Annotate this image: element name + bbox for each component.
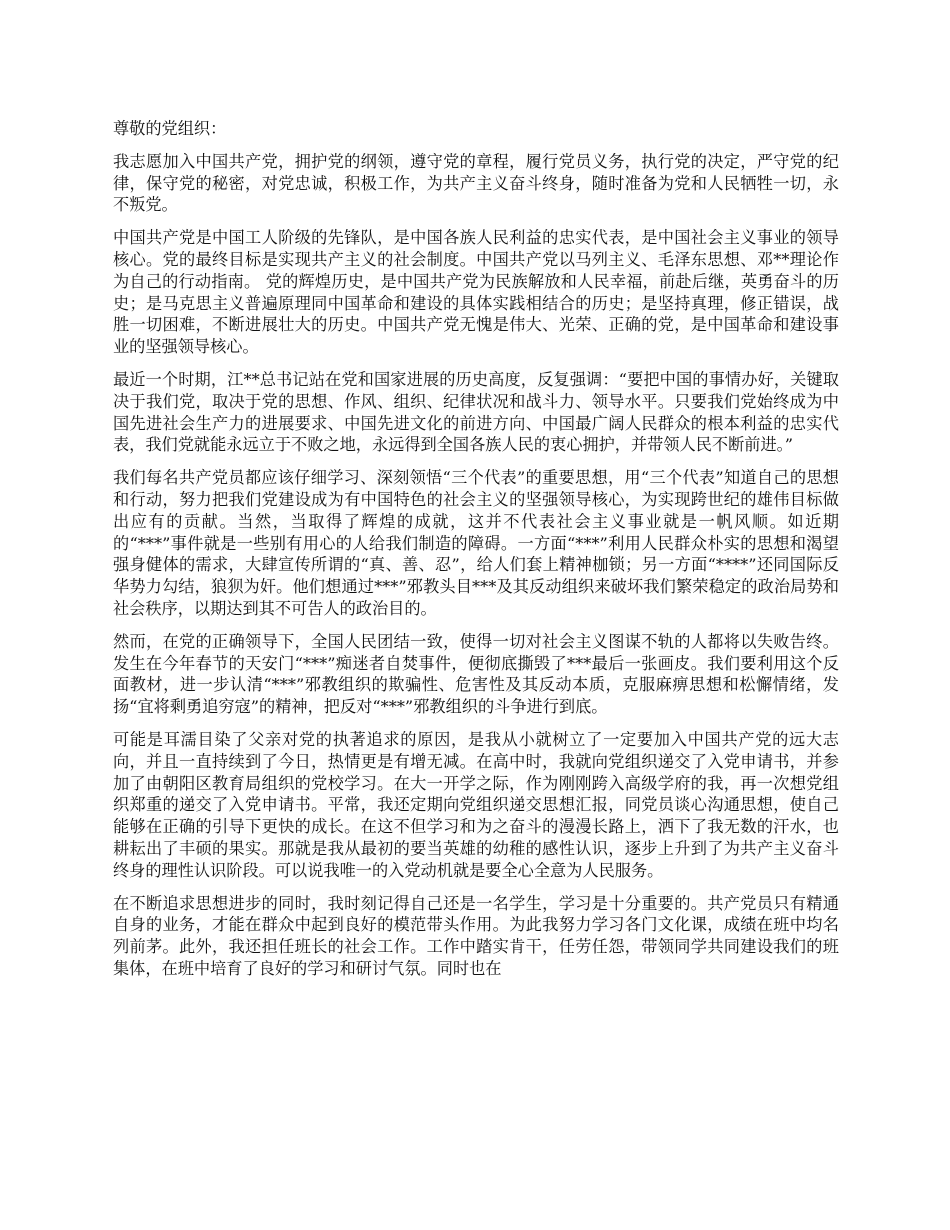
paragraph-oath: 我志愿加入中国共产党，拥护党的纲领，遵守党的章程，履行党员义务，执行党的决定，严守党的纪律，保守党的秘密，对党忠诚，积极工作，为共产主义奋斗终身，随时准备为党和人民牺牲一切，永不叛党。: [113, 151, 839, 215]
salutation: 尊敬的党组织：: [113, 119, 227, 138]
paragraph-party-nature: 中国共产党是中国工人阶级的先锋队，是中国各族人民利益的忠实代表，是中国社会主义事业的领导核心。党的最终目标是实现共产主义的社会制度。中国共产党以马列主义、毛泽东思想、邓**理论作为自己的行动指南。 党的辉煌历史，是中国共产党为民族解放和人民幸福，前赴后继，英勇奋斗的历史；是马克思主义普遍原理同中国革命和建设的具体实践相结合的历史；是坚持真理，修正错误，战胜一切困难，不断进展壮大的历史。中国共产党无愧是伟大、光荣、正确的党，是中国革命和建设事业的坚强领导核心。: [113, 228, 839, 357]
paragraph-leadership-quote: 最近一个时期，江**总书记站在党和国家进展的历史高度，反复强调：“要把中国的事情办好，关键取决于我们党，取决于党的思想、作风、组织、纪律状况和战斗力、领导水平。只要我们党始终成为中国先进社会生产力的进展要求、中国先进文化的前进方向、中国最广阔人民群众的根本利益的忠实代表，我们党就能永远立于不败之地，永远得到全国各族人民的衷心拥护，并带领人民不断前进。”: [113, 369, 839, 455]
paragraph-three-represents: 我们每名共产党员都应该仔细学习、深刻领悟“三个代表”的重要思想，用“三个代表”知道自己的思想和行动，努力把我们党建设成为有中国特色的社会主义的坚强领导核心，为实现跨世纪的雄伟目标做出应有的贡献。当然，当取得了辉煌的成就，这并不代表社会主义事业就是一帆风顺。如近期的“***”事件就是一些别有用心的人给我们制造的障碍。一方面“***”利用人民群众朴实的思想和渴望强身健体的需求，大肆宣传所谓的“真、善、忍”，给人们套上精神枷锁；另一方面“****”还同国际反华势力勾结，狼狈为奸。他们想通过***”邪教头目***及其反动组织来破坏我们繁荣稳定的政治局势和社会秩序，以期达到其不可告人的政治目的。: [113, 468, 839, 618]
paragraph-personal-history: 可能是耳濡目染了父亲对党的执著追求的原因，是我从小就树立了一定要加入中国共产党的远大志向，并且一直持续到了今日，热情更是有增无减。在高中时，我就向党组织递交了入党申请书，并参加了由朝阳区教育局组织的党校学习。在大一开学之际，作为刚刚跨入高级学府的我，再一次想党组织郑重的递交了入党申请书。平常，我还定期向党组织递交思想汇报，同党员谈心沟通思想，使自己能够在正确的引导下更快的成长。在这不但学习和为之奋斗的漫漫长路上，洒下了我无数的汗水，也耕耘出了丰硕的果实。那就是我从最初的要当英雄的幼稚的感性认识，逐步上升到了为共产主义奋斗终身的理性认识阶段。可以说我唯一的入党动机就是要全心全意为人民服务。: [113, 729, 839, 880]
document-page: [113, 118, 839, 991]
paragraph-study: 在不断追求思想进步的同时，我时刻记得自己还是一名学生，学习是十分重要的。共产党员只有精通自身的业务，才能在群众中起到良好的模范带头作用。为此我努力学习各门文化课，成绩在班中均名列前茅。此外，我还担任班长的社会工作。工作中踏实肯干，任劳任怨，带领同学共同建设我们的班集体，在班中培育了良好的学习和研讨气氛。同时也在: [113, 893, 839, 978]
paragraph-unity: 然而，在党的正确领导下，全国人民团结一致，使得一切对社会主义图谋不轨的人都将以失败告终。发生在今年春节的天安门“***”痴迷者自焚事件，便彻底撕毁了***最后一张画皮。我们要利用这个反面教材，进一步认清“***”邪教组织的欺骗性、危害性及其反动本质，克服麻痹思想和松懈情绪，发扬“宜将剩勇追穷寇”的精神，把反对“***”邪教组织的斗争进行到底。: [113, 631, 839, 717]
